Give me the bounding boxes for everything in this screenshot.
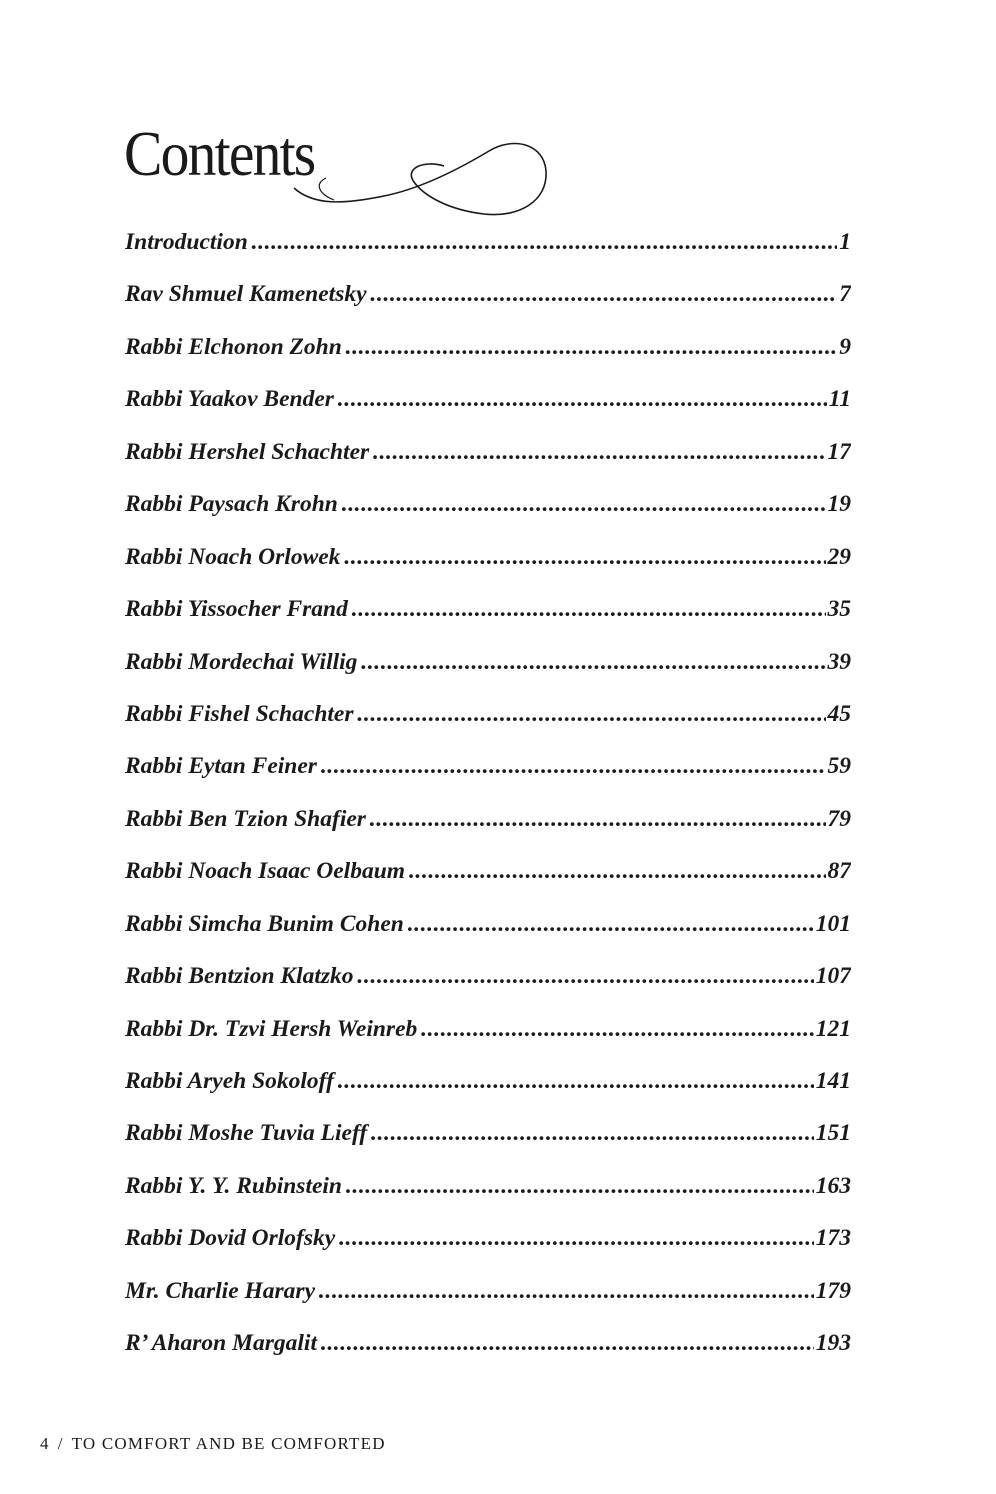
- toc-entry-page-number: 29: [827, 543, 851, 570]
- toc-entry-title: Rabbi Dovid Orlofsky: [125, 1225, 336, 1252]
- toc-entry-title: Rabbi Y. Y. Rubinstein: [125, 1172, 342, 1199]
- toc-entry[interactable]: [125, 1113, 851, 1165]
- toc-entry-page-number: 35: [827, 596, 851, 623]
- toc-dot-leader: [341, 484, 826, 524]
- toc-entry[interactable]: [125, 537, 851, 589]
- toc-entry[interactable]: [125, 851, 851, 903]
- toc-dot-leader: [320, 746, 826, 786]
- toc-dot-leader: [318, 1271, 814, 1311]
- toc-dot-leader: [370, 1113, 814, 1153]
- toc-dot-leader: [338, 1218, 814, 1258]
- toc-entry-title: Rabbi Dr. Tzvi Hersh Weinreb: [125, 1015, 418, 1042]
- toc-entry-page-number: 101: [815, 910, 851, 937]
- toc-entry[interactable]: [125, 1323, 851, 1375]
- toc-dot-leader: [420, 1009, 813, 1049]
- toc-entry-page-number: 79: [827, 805, 851, 832]
- toc-entry-page-number: 59: [827, 753, 851, 780]
- toc-entry-page-number: 17: [827, 438, 851, 465]
- toc-dot-leader: [357, 694, 826, 734]
- toc-entry-title: Rabbi Simcha Bunim Cohen: [125, 910, 404, 937]
- toc-entry-page-number: 173: [815, 1225, 851, 1252]
- toc-dot-leader: [343, 537, 825, 577]
- toc-entry[interactable]: [125, 1166, 851, 1218]
- toc-entry-page-number: 141: [815, 1068, 851, 1094]
- toc-entry-title: Rabbi Bentzion Klatzko: [125, 963, 354, 990]
- toc-entry-page-number: 163: [815, 1172, 851, 1199]
- toc-entry[interactable]: [125, 379, 851, 431]
- toc-entry[interactable]: [125, 589, 851, 641]
- toc-entry[interactable]: [125, 746, 851, 798]
- toc-entry[interactable]: [125, 799, 851, 851]
- toc-dot-leader: [320, 1323, 814, 1363]
- toc-entry-page-number: 7: [839, 281, 851, 308]
- toc-entry-title: Rabbi Aryeh Sokoloff: [125, 1068, 334, 1094]
- toc-dot-leader: [351, 589, 826, 629]
- toc-entry-page-number: 9: [839, 333, 851, 360]
- toc-entry-page-number: 39: [827, 648, 851, 675]
- toc-entry-title: Rabbi Yissocher Frand: [125, 596, 348, 623]
- contents-heading: [124, 118, 444, 214]
- toc-entry-title: R’ Aharon Margalit: [125, 1330, 317, 1357]
- toc-dot-leader: [369, 799, 826, 839]
- toc-entry-page-number: 121: [815, 1015, 851, 1042]
- toc-entry-page-number: 107: [815, 963, 851, 990]
- toc-dot-leader: [345, 1166, 814, 1206]
- toc-entry[interactable]: [125, 904, 851, 956]
- toc-dot-leader: [251, 222, 837, 262]
- toc-entry-page-number: 11: [828, 386, 851, 413]
- toc-entry-page-number: 179: [815, 1277, 851, 1304]
- toc-entry-title: Rabbi Noach Isaac Oelbaum: [125, 858, 406, 885]
- toc-entry-title: Rabbi Hershel Schachter: [125, 438, 370, 465]
- toc-entry[interactable]: [125, 432, 851, 484]
- footer-page-number: 4: [40, 1434, 50, 1453]
- page-title: Contents: [124, 118, 315, 189]
- toc-entry-page-number: 1: [839, 229, 851, 255]
- toc-dot-leader: [337, 379, 827, 419]
- toc-dot-leader: [360, 642, 825, 682]
- toc-entry-title: Rabbi Noach Orlowek: [125, 543, 341, 570]
- toc-entry-title: Rabbi Eytan Feiner: [125, 753, 317, 780]
- toc-entry-title: Rabbi Elchonon Zohn: [125, 333, 342, 360]
- toc-entry[interactable]: [125, 327, 851, 379]
- toc-entry-title: Rabbi Moshe Tuvia Lieff: [125, 1120, 368, 1147]
- toc-dot-leader: [337, 1061, 814, 1101]
- toc-entry[interactable]: [125, 222, 851, 274]
- toc-entry[interactable]: [125, 484, 851, 536]
- toc-entry[interactable]: [125, 274, 851, 326]
- toc-dot-leader: [408, 851, 825, 891]
- toc-entry-title: Rabbi Paysach Krohn: [125, 491, 338, 518]
- toc-dot-leader: [372, 432, 825, 472]
- toc-entry[interactable]: [125, 1009, 851, 1061]
- toc-entry-title: Mr. Charlie Harary: [125, 1277, 315, 1304]
- toc-entry[interactable]: [125, 1218, 851, 1270]
- toc-dot-leader: [345, 327, 837, 367]
- toc-entry[interactable]: [125, 1061, 851, 1113]
- toc-entry-page-number: 87: [827, 858, 851, 885]
- toc-entry[interactable]: [125, 694, 851, 746]
- toc-dot-leader: [407, 904, 814, 944]
- toc-entry-title: Introduction: [125, 229, 248, 255]
- toc-entry[interactable]: [125, 956, 851, 1008]
- decorative-swash-icon: [274, 126, 554, 222]
- toc-entry-page-number: 151: [815, 1120, 851, 1147]
- footer-book-title: TO COMFORT AND BE COMFORTED: [71, 1434, 386, 1453]
- toc-entry-title: Rabbi Ben Tzion Shafier: [125, 805, 366, 832]
- toc-entry-title: Rav Shmuel Kamenetsky: [125, 281, 367, 308]
- toc-entry[interactable]: [125, 1271, 851, 1323]
- toc-entry[interactable]: [125, 642, 851, 694]
- toc-dot-leader: [370, 274, 838, 314]
- toc-entry-page-number: 193: [815, 1330, 851, 1357]
- toc-entry-title: Rabbi Mordechai Willig: [125, 648, 358, 675]
- toc-dot-leader: [357, 956, 814, 996]
- footer-separator: /: [57, 1434, 64, 1453]
- page-footer: [40, 1434, 386, 1454]
- toc-entry-page-number: 19: [827, 491, 851, 518]
- toc-entry-title: Rabbi Yaakov Bender: [125, 386, 334, 413]
- table-of-contents: [125, 222, 851, 1376]
- toc-entry-title: Rabbi Fishel Schachter: [125, 700, 354, 727]
- toc-entry-page-number: 45: [827, 700, 851, 727]
